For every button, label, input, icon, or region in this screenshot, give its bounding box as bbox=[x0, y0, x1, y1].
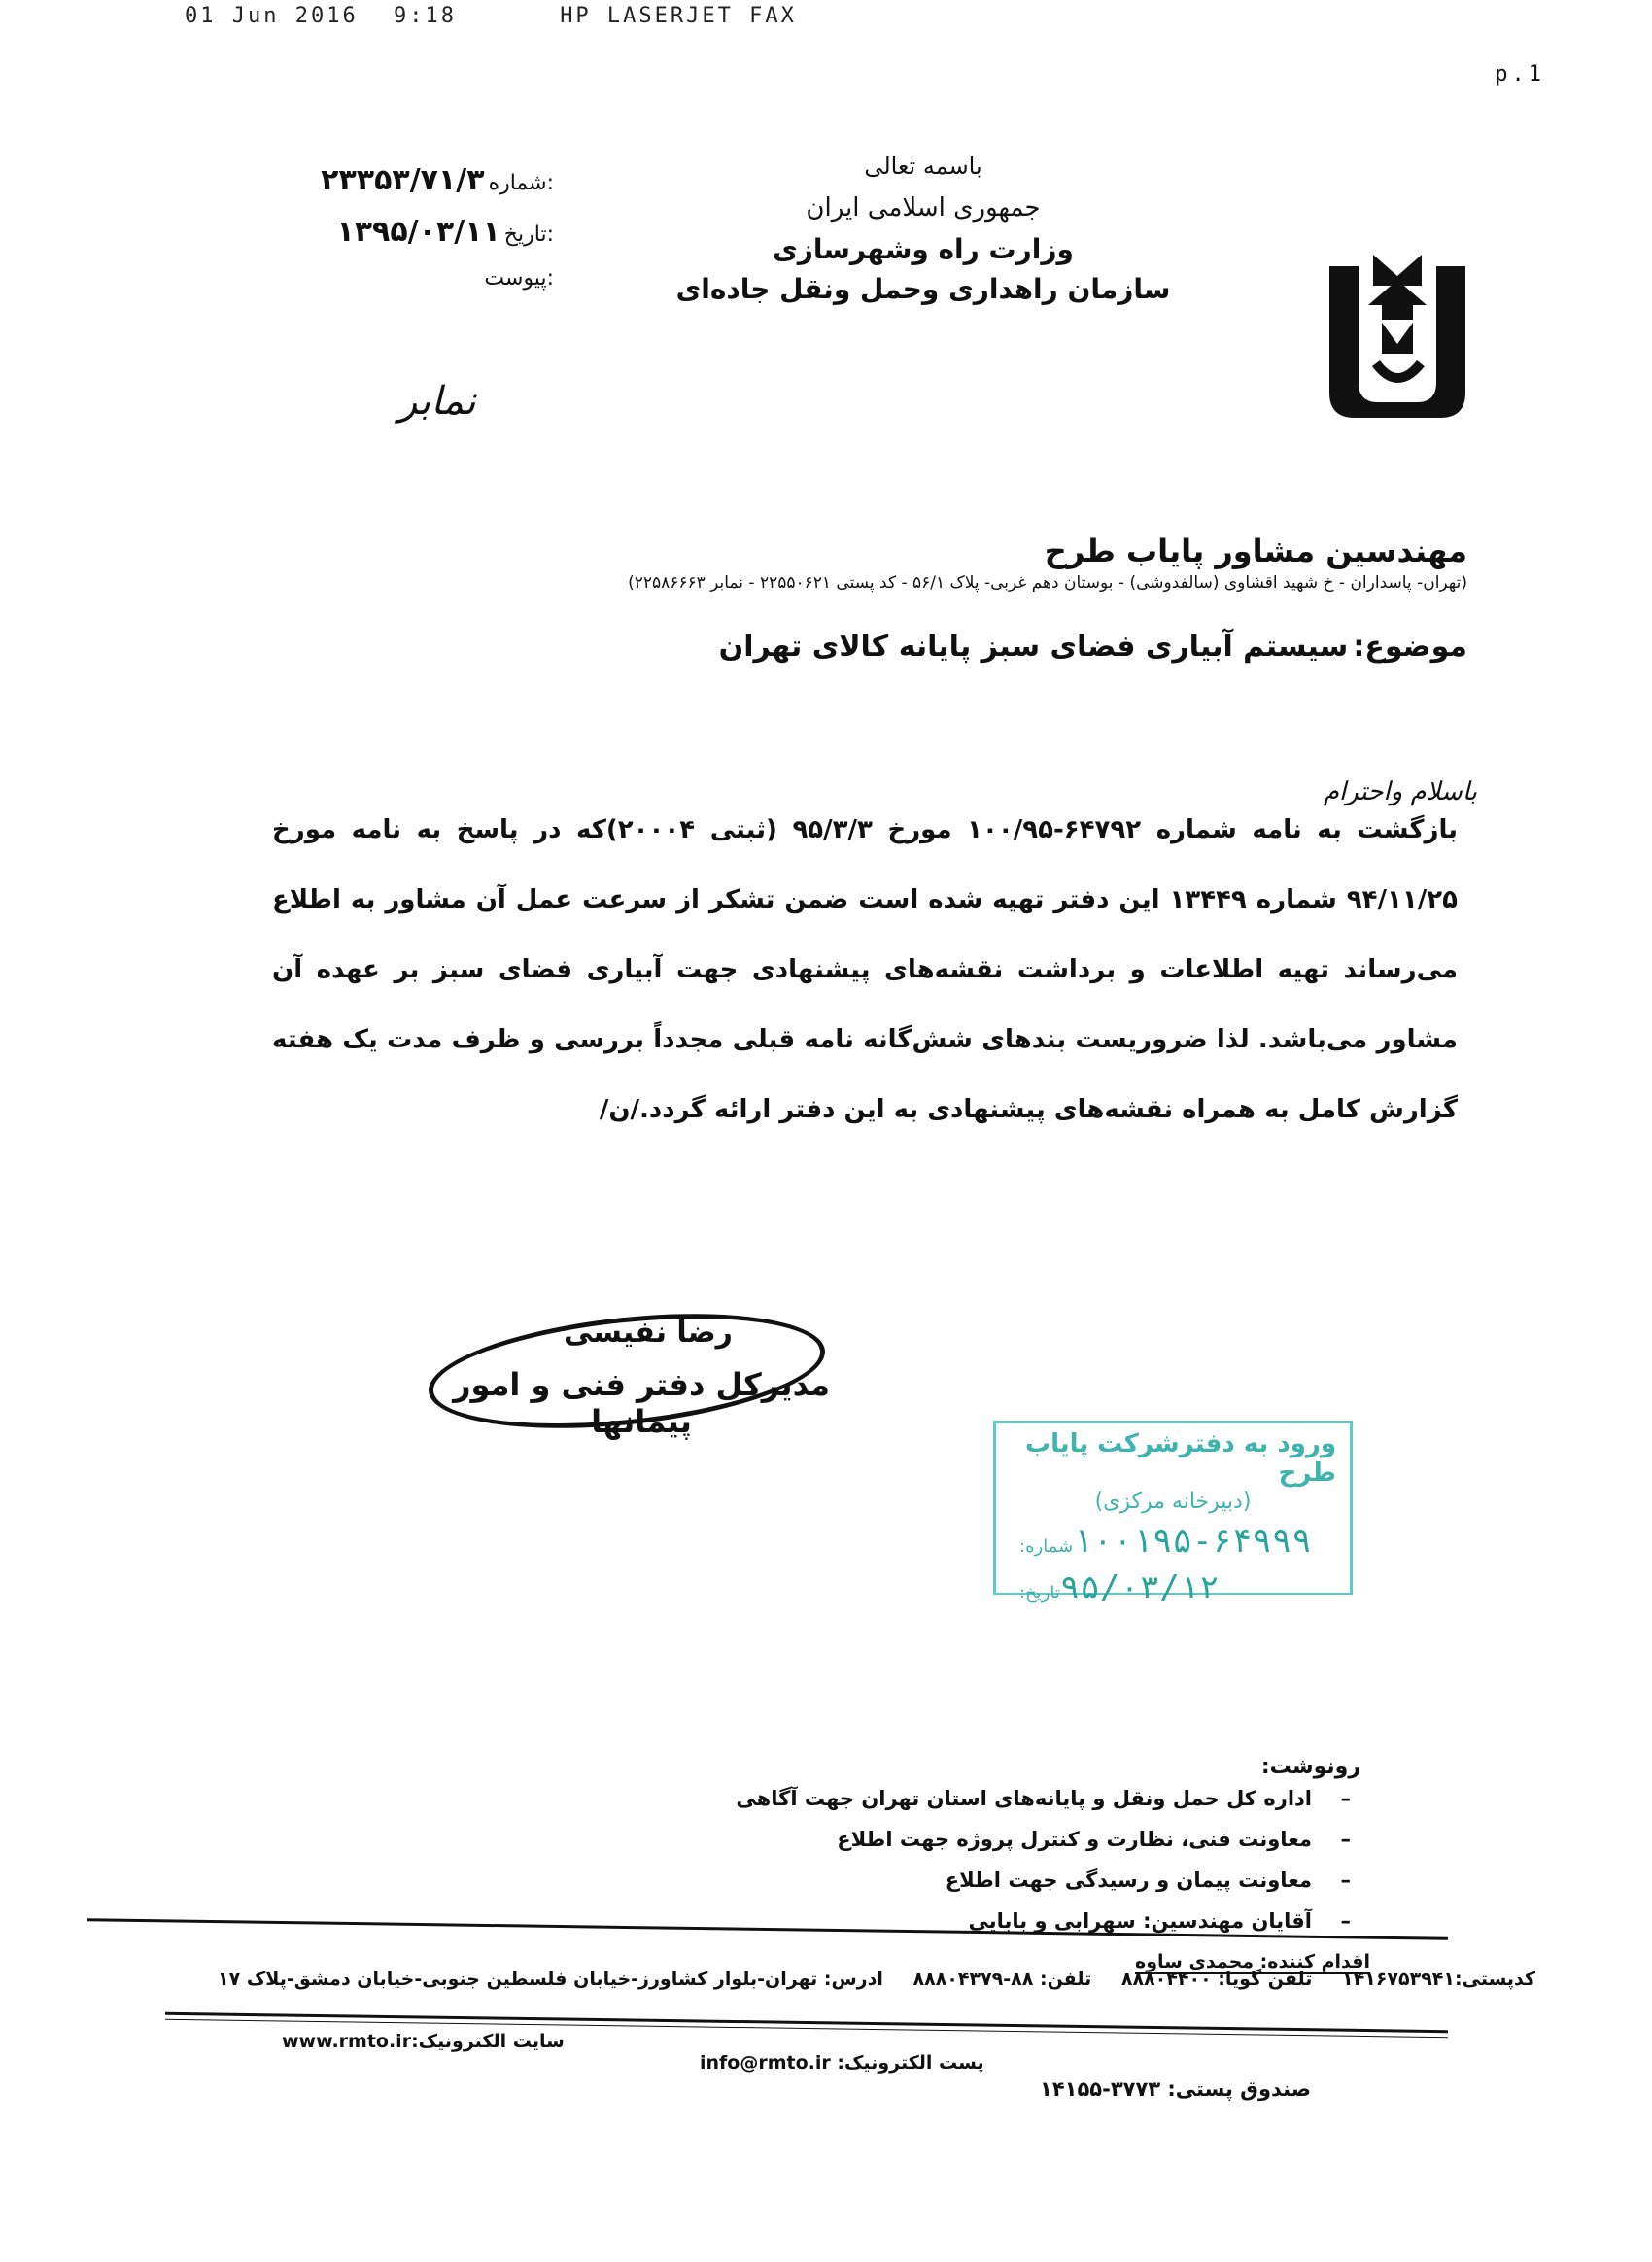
stamp-subtitle: (دبیرخانه مرکزی) bbox=[1094, 1490, 1252, 1514]
cc-label: رونوشت: bbox=[1260, 1755, 1360, 1779]
cc-item: – آقایان مهندسین: سهرابی و بابایی bbox=[680, 1909, 1351, 1933]
footer-postal-code: کدپستی:۱۴۱۶۷۵۳۹۴۱ bbox=[1342, 1969, 1536, 1990]
action-by-text: اقدام کننده: محمدی ساوه bbox=[1135, 1951, 1370, 1972]
fax-header bbox=[185, 4, 884, 28]
letter-number: ۲۳۳۵۳/۷۱/۳ bbox=[321, 163, 485, 197]
recipient-block bbox=[398, 532, 1467, 593]
number-label: شماره: bbox=[488, 171, 554, 195]
footer-website: سایت الکترونیک:www.rmto.ir bbox=[282, 2031, 565, 2052]
cc-item: – معاونت فنی، نظارت و کنترل پروژه جهت اطلاع bbox=[680, 1828, 1351, 1851]
stamp-number-label: شماره: bbox=[1019, 1536, 1074, 1557]
letter-meta bbox=[321, 163, 554, 308]
letter-date: ۱۳۹۵/۰۳/۱۱ bbox=[336, 215, 500, 249]
rmto-logo-icon bbox=[1320, 247, 1475, 422]
footer-po-box: صندوق پستی: ۳۷۷۳-۱۴۱۵۵ bbox=[1040, 2077, 1312, 2101]
republic-title: جمهوری اسلامی ایران bbox=[806, 192, 1041, 223]
fax-device: HP LASERJET FAX bbox=[560, 4, 797, 28]
handwritten-note: نمابر bbox=[398, 379, 476, 424]
letter-body: بازگشت به نامه شماره ۶۴۷۹۲-۱۰۰/۹۵ مورخ ۹۵/۳/۳ (ثبتی ۲۰۰۰۴)که در پاسخ به نامه مورخ ۹۴/۱۱/۲۵ شماره ۱۳۴۴۹ این دفتر تهیه شده است ضمن تشکر از سرعت عمل آن مشاور به اطلاع می‌رساند تهیه اطلاعات و برداشت نقشه‌های پیشنهادی جهت آبیاری فضای سبز بر عهده آن مشاور می‌باشد. لذا ضروریست بندهای شش‌گانه نامه قبلی مجدداً بررسی و ظرف مدت یک هفته گزارش کامل به همراه نقشه‌های پیشنهادی به این دفتر ارائه گردد./ن/ bbox=[272, 815, 1458, 1124]
salutation: باسلام واحترام bbox=[1323, 777, 1477, 806]
page-number: p.1 bbox=[1495, 62, 1545, 86]
cc-item: – معاونت پیمان و رسیدگی جهت اطلاع bbox=[680, 1868, 1351, 1892]
footer-voice-phone: تلفن گویا: ۸۸۸۰۴۴۰۰ bbox=[1120, 1969, 1313, 1990]
stamp-date: ۹۵/۰۳/۱۲ bbox=[1059, 1568, 1220, 1607]
recipient-address: (تهران- پاسداران - خ شهید اقشاوی (سالفدوشی) - بوستان دهم غربی- پلاک ۵۶/۱ - کد پستی ۲۲۵۵۰۶۲۱ - نمابر ۲۲۵۸۶۶۶۳) bbox=[628, 573, 1467, 593]
signer-name: رضا نفیسی bbox=[564, 1316, 733, 1350]
footer-email: پست الکترونیک: info@rmto.ir bbox=[700, 2052, 984, 2074]
fax-date: 01 Jun 2016 bbox=[185, 4, 359, 28]
stamp-date-label: تاریخ: bbox=[1019, 1583, 1060, 1603]
footer-phone: تلفن: ۸۸-۸۸۸۰۴۳۷۹ bbox=[912, 1969, 1092, 1990]
date-label: تاریخ: bbox=[503, 223, 554, 247]
footer-contacts bbox=[194, 1969, 1535, 1990]
attachment-label: پیوست: bbox=[484, 266, 554, 291]
fax-time: 9:18 bbox=[393, 4, 457, 28]
subject-label: موضوع: bbox=[1353, 630, 1467, 664]
footer-address: ادرس: تهران-بلوار کشاورز-خیابان فلسطین جنوبی-خیابان دمشق-پلاک ۱۷ bbox=[218, 1969, 883, 1990]
stamp-number: ۱۰۰۱۹۵-۶۴۹۹۹ bbox=[1073, 1522, 1312, 1560]
signer-title: مدیرکل دفتر فنی و امور پیمانها bbox=[453, 1366, 830, 1440]
cc-item: – اداره کل حمل ونقل و پایانه‌های استان تهران جهت آگاهی bbox=[680, 1787, 1351, 1810]
ministry-title: وزارت راه وشهرسازی bbox=[773, 233, 1074, 266]
organization-title: سازمان راهداری وحمل ونقل جاده‌ای bbox=[675, 272, 1171, 305]
subject-line bbox=[398, 630, 1467, 664]
cc-block bbox=[680, 1755, 1360, 1950]
signature-block bbox=[428, 1308, 855, 1440]
receipt-stamp bbox=[993, 1421, 1353, 1607]
stamp-title: ورود به دفترشرکت پایاب طرح bbox=[1024, 1429, 1336, 1488]
letterhead bbox=[671, 154, 1176, 305]
basmala: باسمه تعالی bbox=[864, 153, 982, 180]
recipient-name: مهندسین مشاور پایاب طرح bbox=[1044, 532, 1467, 569]
subject-text: سیستم آبیاری فضای سبز پایانه کالای تهران bbox=[718, 630, 1349, 664]
